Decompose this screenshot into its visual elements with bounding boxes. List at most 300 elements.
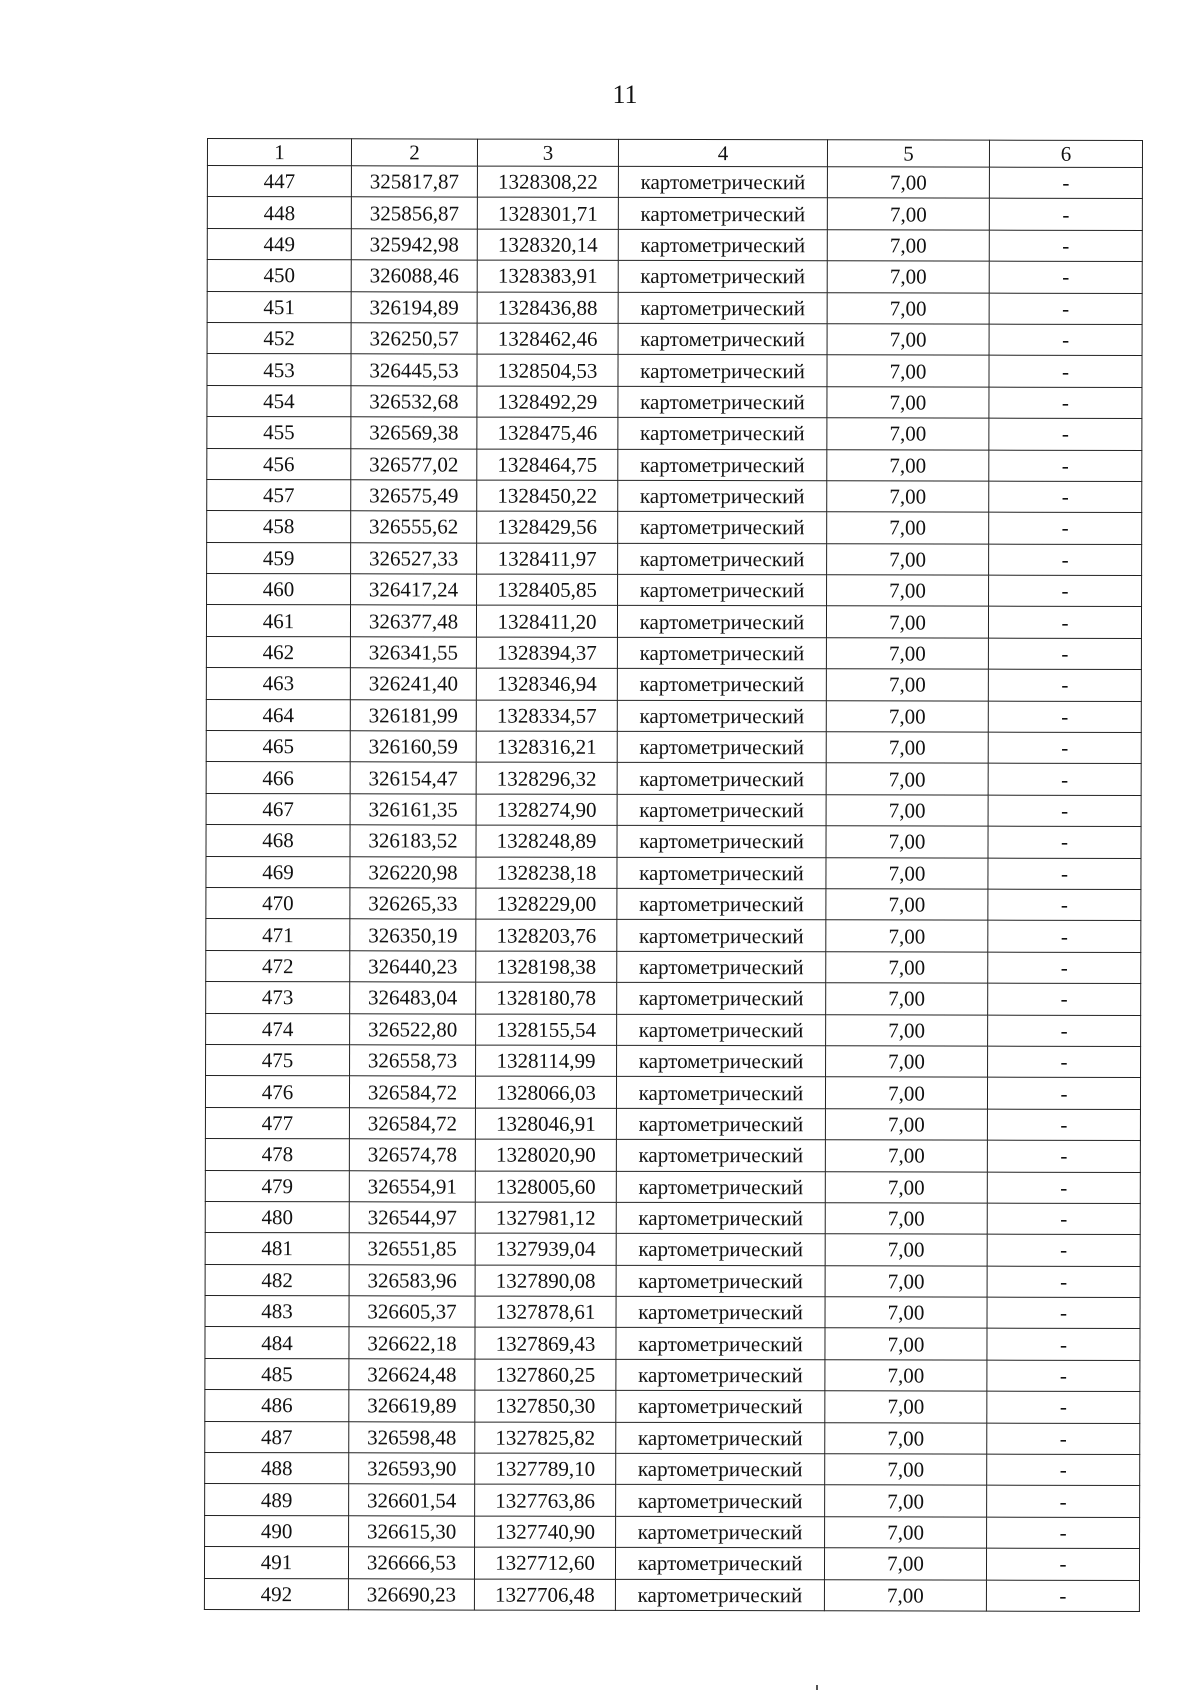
table-row: [206, 793, 1141, 826]
accuracy-cell: 7,00: [827, 355, 989, 387]
accuracy-cell: 7,00: [827, 418, 989, 450]
x-coordinate-cell: 326377,48: [350, 605, 476, 637]
method-cell: картометрический: [616, 1516, 825, 1548]
method-cell: картометрический: [616, 1485, 825, 1517]
accuracy-cell: 7,00: [826, 638, 988, 670]
x-coordinate-cell: 326575,49: [351, 480, 477, 512]
method-cell: картометрический: [618, 386, 827, 418]
point-number-cell: 466: [206, 762, 350, 794]
y-coordinate-cell: 1328198,38: [476, 951, 617, 983]
note-cell: -: [988, 1046, 1141, 1078]
x-coordinate-cell: 326350,19: [350, 919, 476, 951]
table-row: [207, 228, 1142, 261]
note-cell: -: [988, 732, 1141, 764]
x-coordinate-cell: 326527,33: [351, 542, 477, 574]
accuracy-cell: 7,00: [825, 1328, 987, 1360]
accuracy-cell: 7,00: [826, 669, 988, 701]
y-coordinate-cell: 1328114,99: [476, 1045, 617, 1077]
page-number: 11: [612, 80, 638, 109]
table-row: [205, 1107, 1140, 1140]
point-number-cell: 482: [205, 1264, 349, 1296]
x-coordinate-cell: 326183,52: [350, 825, 476, 857]
x-coordinate-cell: 326593,90: [349, 1453, 475, 1485]
table-row: [205, 1453, 1140, 1486]
accuracy-cell: 7,00: [826, 983, 988, 1015]
x-coordinate-cell: 326584,72: [349, 1076, 475, 1108]
point-number-cell: 459: [207, 542, 351, 574]
method-cell: картометрический: [617, 826, 826, 858]
accuracy-cell: 7,00: [825, 1485, 987, 1517]
y-coordinate-cell: 1327740,90: [475, 1516, 616, 1548]
x-coordinate-cell: 326577,02: [351, 448, 477, 480]
accuracy-cell: 7,00: [827, 512, 989, 544]
table-body: [204, 166, 1142, 1612]
y-coordinate-cell: 1327939,04: [475, 1233, 616, 1265]
note-cell: -: [987, 1360, 1140, 1392]
x-coordinate-cell: 326555,62: [351, 511, 477, 543]
method-cell: картометрический: [618, 166, 827, 198]
x-coordinate-cell: 326615,30: [349, 1516, 475, 1548]
point-number-cell: 457: [207, 479, 351, 511]
method-cell: картометрический: [617, 700, 826, 732]
accuracy-cell: 7,00: [825, 1265, 987, 1297]
point-number-cell: 477: [205, 1107, 349, 1139]
method-cell: картометрический: [616, 1328, 825, 1360]
x-coordinate-cell: 325942,98: [351, 229, 477, 261]
y-coordinate-cell: 1328005,60: [475, 1171, 616, 1203]
table-row: [205, 1201, 1140, 1234]
method-cell: картометрический: [617, 731, 826, 763]
accuracy-cell: 7,00: [827, 543, 989, 575]
note-cell: -: [989, 575, 1142, 607]
column-header: 2: [351, 139, 477, 166]
note-cell: -: [988, 669, 1141, 701]
x-coordinate-cell: 326574,78: [349, 1139, 475, 1171]
method-cell: картометрический: [616, 1391, 825, 1423]
y-coordinate-cell: 1328248,89: [476, 825, 617, 857]
column-header: 5: [827, 140, 989, 167]
point-number-cell: 453: [207, 354, 351, 386]
x-coordinate-cell: 326622,18: [349, 1327, 475, 1359]
table-row: [207, 354, 1142, 387]
point-number-cell: 469: [206, 856, 350, 888]
table-row: [205, 1076, 1140, 1109]
table-row: [206, 762, 1141, 795]
x-coordinate-cell: 326690,23: [348, 1578, 474, 1610]
accuracy-cell: 7,00: [824, 1548, 986, 1580]
accuracy-cell: 7,00: [825, 1360, 987, 1392]
x-coordinate-cell: 326605,37: [349, 1296, 475, 1328]
note-cell: -: [988, 858, 1141, 890]
y-coordinate-cell: 1328020,90: [475, 1139, 616, 1171]
accuracy-cell: 7,00: [825, 1234, 987, 1266]
accuracy-cell: 7,00: [827, 387, 989, 419]
table-row: [206, 668, 1141, 701]
method-cell: картометрический: [618, 355, 827, 387]
y-coordinate-cell: 1328411,97: [477, 543, 618, 575]
accuracy-cell: 7,00: [827, 481, 989, 513]
table-row: [206, 699, 1141, 732]
y-coordinate-cell: 1328046,91: [475, 1108, 616, 1140]
table-row: [207, 260, 1142, 293]
y-coordinate-cell: 1328334,57: [476, 700, 617, 732]
point-number-cell: 479: [205, 1170, 349, 1202]
note-cell: -: [989, 544, 1142, 576]
note-cell: -: [987, 1517, 1140, 1549]
table-row: [205, 1484, 1140, 1517]
y-coordinate-cell: 1327890,08: [475, 1265, 616, 1297]
point-number-cell: 450: [207, 260, 351, 292]
method-cell: картометрический: [616, 1077, 825, 1109]
x-coordinate-cell: 326241,40: [350, 668, 476, 700]
table-row: [206, 825, 1141, 858]
method-cell: картометрический: [617, 606, 826, 638]
y-coordinate-cell: 1327850,30: [475, 1390, 616, 1422]
accuracy-cell: 7,00: [826, 1014, 988, 1046]
note-cell: -: [989, 355, 1142, 387]
y-coordinate-cell: 1327869,43: [475, 1328, 616, 1360]
accuracy-cell: 7,00: [826, 1046, 988, 1078]
x-coordinate-cell: 326417,24: [351, 574, 477, 606]
method-cell: картометрический: [617, 983, 826, 1015]
point-number-cell: 472: [206, 950, 350, 982]
note-cell: -: [989, 512, 1142, 544]
x-coordinate-cell: 326522,80: [350, 1013, 476, 1045]
table-row: [206, 950, 1141, 983]
accuracy-cell: 7,00: [827, 324, 989, 356]
table-row: [207, 542, 1142, 575]
method-cell: картометрический: [618, 417, 827, 449]
point-number-cell: 465: [206, 731, 350, 763]
note-cell: -: [988, 795, 1141, 827]
point-number-cell: 463: [206, 668, 350, 700]
method-cell: картометрический: [616, 1359, 825, 1391]
note-cell: -: [988, 826, 1141, 858]
column-header: 3: [477, 139, 618, 166]
point-number-cell: 492: [204, 1578, 348, 1610]
accuracy-cell: 7,00: [826, 889, 988, 921]
accuracy-cell: 7,00: [825, 1454, 987, 1486]
y-coordinate-cell: 1327860,25: [475, 1359, 616, 1391]
table-row: [204, 1547, 1139, 1580]
table-row: [207, 291, 1142, 324]
point-number-cell: 481: [205, 1233, 349, 1265]
table-row: [205, 1139, 1140, 1172]
method-cell: картометрический: [617, 763, 826, 795]
method-cell: картометрический: [618, 323, 827, 355]
method-cell: картометрический: [616, 1453, 825, 1485]
note-cell: -: [988, 1015, 1141, 1047]
table-row: [206, 887, 1141, 920]
point-number-cell: 476: [205, 1076, 349, 1108]
x-coordinate-cell: 326445,53: [351, 354, 477, 386]
note-cell: -: [988, 638, 1141, 670]
method-cell: картометрический: [616, 1296, 825, 1328]
note-cell: -: [987, 1077, 1140, 1109]
table-row: [207, 197, 1142, 230]
y-coordinate-cell: 1328411,20: [476, 606, 617, 638]
table-row: [206, 919, 1141, 952]
point-number-cell: 483: [205, 1296, 349, 1328]
method-cell: картометрический: [618, 480, 827, 512]
y-coordinate-cell: 1328180,78: [476, 982, 617, 1014]
x-coordinate-cell: 326551,85: [349, 1233, 475, 1265]
x-coordinate-cell: 326601,54: [349, 1484, 475, 1516]
note-cell: -: [987, 1140, 1140, 1172]
point-number-cell: 489: [205, 1484, 349, 1516]
point-number-cell: 468: [206, 825, 350, 857]
x-coordinate-cell: 326598,48: [349, 1421, 475, 1453]
x-coordinate-cell: 326341,55: [350, 637, 476, 669]
point-number-cell: 464: [206, 699, 350, 731]
note-cell: -: [989, 481, 1142, 513]
point-number-cell: 490: [205, 1515, 349, 1547]
point-number-cell: 449: [207, 228, 351, 260]
note-cell: -: [988, 921, 1141, 953]
accuracy-cell: 7,00: [826, 920, 988, 952]
y-coordinate-cell: 1328238,18: [476, 857, 617, 889]
y-coordinate-cell: 1327763,86: [475, 1484, 616, 1516]
y-coordinate-cell: 1328504,53: [477, 354, 618, 386]
x-coordinate-cell: 326554,91: [349, 1170, 475, 1202]
point-number-cell: 480: [205, 1201, 349, 1233]
point-number-cell: 451: [207, 291, 351, 323]
note-cell: -: [987, 1423, 1140, 1455]
point-number-cell: 491: [204, 1547, 348, 1579]
point-number-cell: 462: [206, 636, 350, 668]
note-cell: -: [988, 889, 1141, 921]
note-cell: -: [988, 764, 1141, 796]
y-coordinate-cell: 1327878,61: [475, 1296, 616, 1328]
method-cell: картометрический: [617, 794, 826, 826]
method-cell: картометрический: [615, 1548, 824, 1580]
y-coordinate-cell: 1328462,46: [477, 323, 618, 355]
note-cell: -: [986, 1580, 1139, 1612]
x-coordinate-cell: 326181,99: [350, 699, 476, 731]
y-coordinate-cell: 1328296,32: [476, 762, 617, 794]
note-cell: -: [987, 1109, 1140, 1141]
header-row: [207, 139, 1142, 168]
note-cell: -: [989, 293, 1142, 325]
table-row: [206, 982, 1141, 1015]
accuracy-cell: 7,00: [827, 449, 989, 481]
x-coordinate-cell: 325817,87: [351, 166, 477, 198]
method-cell: картометрический: [618, 449, 827, 481]
x-coordinate-cell: 326569,38: [351, 417, 477, 449]
table-row: [206, 605, 1141, 638]
scan-mark: [816, 1685, 818, 1690]
note-cell: -: [989, 167, 1142, 199]
note-cell: -: [989, 230, 1142, 262]
point-number-cell: 475: [206, 1044, 350, 1076]
method-cell: картометрический: [617, 669, 826, 701]
x-coordinate-cell: 326440,23: [350, 951, 476, 983]
point-number-cell: 454: [207, 385, 351, 417]
point-number-cell: 448: [207, 197, 351, 229]
accuracy-cell: 7,00: [827, 261, 989, 293]
column-header: 1: [207, 139, 351, 166]
y-coordinate-cell: 1328229,00: [476, 888, 617, 920]
accuracy-cell: 7,00: [826, 952, 988, 984]
point-number-cell: 458: [207, 511, 351, 543]
y-coordinate-cell: 1327981,12: [475, 1202, 616, 1234]
method-cell: картометрический: [615, 1579, 824, 1611]
coordinates-table: [204, 138, 1143, 1612]
point-number-cell: 461: [206, 605, 350, 637]
method-cell: картометрический: [617, 1014, 826, 1046]
method-cell: картометрический: [618, 543, 827, 575]
x-coordinate-cell: 326194,89: [351, 291, 477, 323]
method-cell: картометрический: [616, 1422, 825, 1454]
y-coordinate-cell: 1328450,22: [477, 480, 618, 512]
note-cell: -: [987, 1297, 1140, 1329]
method-cell: картометрический: [617, 951, 826, 983]
accuracy-cell: 7,00: [825, 1517, 987, 1549]
y-coordinate-cell: 1328066,03: [475, 1076, 616, 1108]
note-cell: -: [987, 1391, 1140, 1423]
y-coordinate-cell: 1327712,60: [474, 1547, 615, 1579]
y-coordinate-cell: 1328394,37: [476, 637, 617, 669]
method-cell: картометрический: [618, 292, 827, 324]
y-coordinate-cell: 1328320,14: [477, 229, 618, 261]
method-cell: картометрический: [618, 512, 827, 544]
accuracy-cell: 7,00: [826, 700, 988, 732]
accuracy-cell: 7,00: [826, 732, 988, 764]
method-cell: картометрический: [618, 198, 827, 230]
table-row: [207, 417, 1142, 450]
x-coordinate-cell: 326584,72: [349, 1108, 475, 1140]
note-cell: -: [988, 607, 1141, 639]
point-number-cell: 485: [205, 1358, 349, 1390]
table-row: [207, 322, 1142, 355]
note-cell: -: [989, 450, 1142, 482]
note-cell: -: [987, 1454, 1140, 1486]
y-coordinate-cell: 1328429,56: [477, 511, 618, 543]
method-cell: картометрический: [617, 888, 826, 920]
point-number-cell: 452: [207, 322, 351, 354]
y-coordinate-cell: 1328203,76: [476, 919, 617, 951]
table-row: [205, 1327, 1140, 1360]
accuracy-cell: 7,00: [825, 1077, 987, 1109]
point-number-cell: 478: [205, 1139, 349, 1171]
table-row: [205, 1390, 1140, 1423]
table-row: [205, 1296, 1140, 1329]
point-number-cell: 456: [207, 448, 351, 480]
x-coordinate-cell: 326624,48: [349, 1359, 475, 1391]
x-coordinate-cell: 326666,53: [348, 1547, 474, 1579]
accuracy-cell: 7,00: [825, 1140, 987, 1172]
table-row: [205, 1358, 1140, 1391]
table-row: [207, 448, 1142, 481]
note-cell: -: [989, 199, 1142, 231]
x-coordinate-cell: 326265,33: [350, 888, 476, 920]
accuracy-cell: 7,00: [824, 1579, 986, 1611]
accuracy-cell: 7,00: [826, 857, 988, 889]
x-coordinate-cell: 326619,89: [349, 1390, 475, 1422]
table-row: [206, 1013, 1141, 1046]
y-coordinate-cell: 1328383,91: [477, 260, 618, 292]
table-row: [205, 1515, 1140, 1548]
table-header: [207, 139, 1142, 168]
note-cell: -: [989, 418, 1142, 450]
table-row: [205, 1170, 1140, 1203]
y-coordinate-cell: 1328301,71: [477, 197, 618, 229]
x-coordinate-cell: 326154,47: [350, 762, 476, 794]
y-coordinate-cell: 1328436,88: [477, 292, 618, 324]
method-cell: картометрический: [616, 1202, 825, 1234]
note-cell: -: [988, 952, 1141, 984]
point-number-cell: 484: [205, 1327, 349, 1359]
method-cell: картометрический: [617, 920, 826, 952]
point-number-cell: 460: [207, 574, 351, 606]
y-coordinate-cell: 1327789,10: [475, 1453, 616, 1485]
accuracy-cell: 7,00: [827, 292, 989, 324]
accuracy-cell: 7,00: [826, 606, 988, 638]
accuracy-cell: 7,00: [825, 1391, 987, 1423]
point-number-cell: 488: [205, 1453, 349, 1485]
column-header: 4: [618, 139, 827, 166]
note-cell: -: [987, 1266, 1140, 1298]
note-cell: -: [987, 1486, 1140, 1518]
y-coordinate-cell: 1328405,85: [477, 574, 618, 606]
accuracy-cell: 7,00: [827, 575, 989, 607]
table-row: [205, 1421, 1140, 1454]
table-row: [206, 856, 1141, 889]
note-cell: -: [987, 1234, 1140, 1266]
method-cell: картометрический: [617, 637, 826, 669]
y-coordinate-cell: 1328492,29: [477, 386, 618, 418]
method-cell: картометрический: [616, 1265, 825, 1297]
accuracy-cell: 7,00: [825, 1203, 987, 1235]
table-row: [206, 731, 1141, 764]
x-coordinate-cell: 326583,96: [349, 1264, 475, 1296]
accuracy-cell: 7,00: [826, 763, 988, 795]
accuracy-cell: 7,00: [825, 1422, 987, 1454]
table-row: [205, 1233, 1140, 1266]
table-row: [206, 1044, 1141, 1077]
x-coordinate-cell: 326558,73: [350, 1045, 476, 1077]
table-row: [207, 574, 1142, 607]
table-row: [207, 166, 1142, 199]
x-coordinate-cell: 326161,35: [350, 794, 476, 826]
method-cell: картометрический: [618, 574, 827, 606]
method-cell: картометрический: [616, 1139, 825, 1171]
y-coordinate-cell: 1328475,46: [477, 417, 618, 449]
y-coordinate-cell: 1328274,90: [476, 794, 617, 826]
table-row: [207, 385, 1142, 418]
y-coordinate-cell: 1327825,82: [475, 1422, 616, 1454]
y-coordinate-cell: 1328316,21: [476, 731, 617, 763]
point-number-cell: 455: [207, 417, 351, 449]
point-number-cell: 470: [206, 887, 350, 919]
method-cell: картометрический: [616, 1108, 825, 1140]
method-cell: картометрический: [617, 1045, 826, 1077]
method-cell: картометрический: [616, 1171, 825, 1203]
y-coordinate-cell: 1328155,54: [476, 1014, 617, 1046]
method-cell: картометрический: [616, 1234, 825, 1266]
table-row: [207, 511, 1142, 544]
y-coordinate-cell: 1328464,75: [477, 449, 618, 481]
accuracy-cell: 7,00: [827, 167, 989, 199]
accuracy-cell: 7,00: [827, 198, 989, 230]
note-cell: -: [986, 1548, 1139, 1580]
x-coordinate-cell: 326544,97: [349, 1202, 475, 1234]
note-cell: -: [989, 261, 1142, 293]
note-cell: -: [987, 1203, 1140, 1235]
method-cell: картометрический: [617, 857, 826, 889]
note-cell: -: [987, 1329, 1140, 1361]
note-cell: -: [987, 1172, 1140, 1204]
